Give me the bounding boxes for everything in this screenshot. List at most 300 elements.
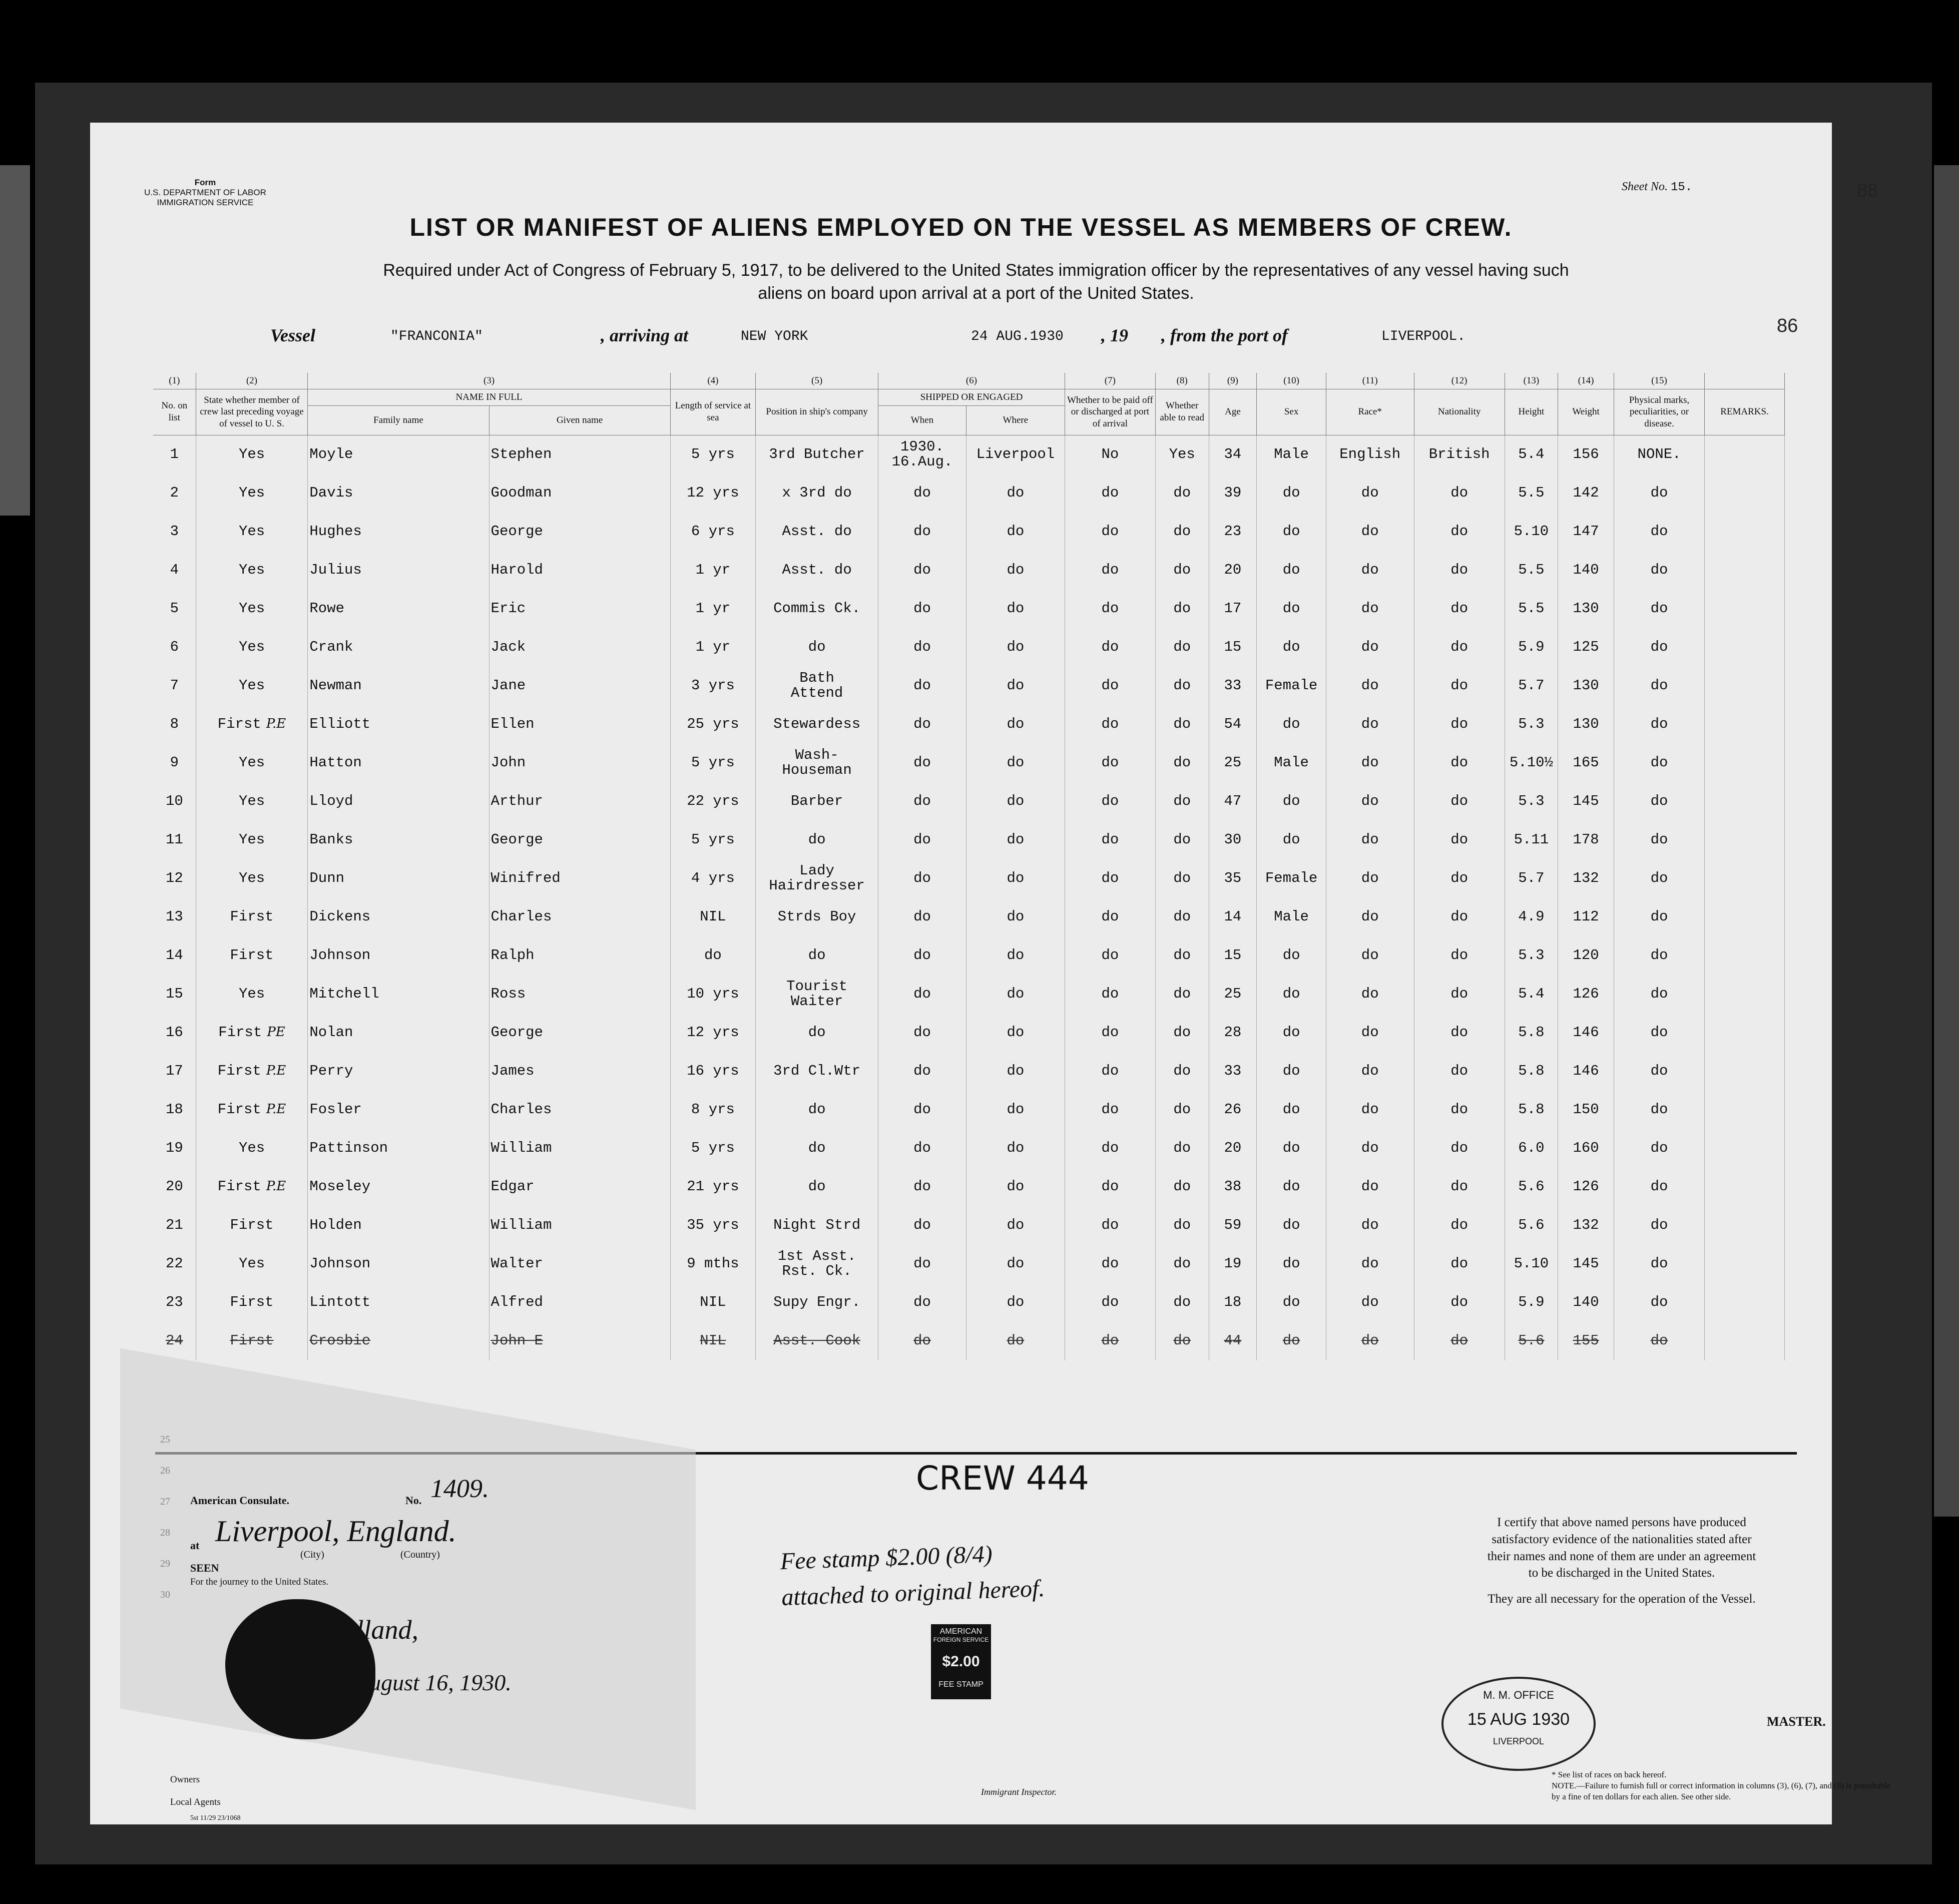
cell-nationality: do <box>1414 590 1505 628</box>
cell-position: Asst. do <box>756 513 878 551</box>
cell-state: Yes <box>196 1129 308 1168</box>
cell-paid: do <box>1065 1052 1155 1091</box>
cell-state: First P.E <box>196 1052 308 1091</box>
cell-read: do <box>1155 513 1209 551</box>
table-row <box>153 898 1785 936</box>
side-number-second: 86 <box>1777 315 1798 336</box>
cell-given: Alfred <box>489 1283 670 1322</box>
colnum-11: (11) <box>1326 373 1414 389</box>
cell-when: do <box>878 513 966 551</box>
cell-family: Crosbie <box>308 1322 489 1360</box>
cell-weight: 140 <box>1558 551 1614 590</box>
cell-read: do <box>1155 859 1209 898</box>
cell-remarks <box>1705 628 1785 667</box>
city-label: (City) <box>300 1549 324 1560</box>
at-label: at <box>190 1539 200 1552</box>
cell-family: Dunn <box>308 859 489 898</box>
cell-position: 3rd Cl.Wtr <box>756 1052 878 1091</box>
margin-mark: P.E <box>266 1101 286 1117</box>
cell-when: do <box>878 551 966 590</box>
cell-state: Yes <box>196 551 308 590</box>
cell-age: 44 <box>1209 1322 1257 1360</box>
table-row <box>153 1245 1785 1283</box>
cell-nationality: British <box>1414 435 1505 474</box>
cell-paid: do <box>1065 1245 1155 1283</box>
cell-weight: 130 <box>1558 667 1614 705</box>
seen-label: SEEN <box>190 1562 219 1574</box>
cell-read: do <box>1155 628 1209 667</box>
cell-remarks <box>1705 821 1785 859</box>
arriving-port: NEW YORK <box>741 329 808 344</box>
colnum-15: (15) <box>1614 373 1705 389</box>
col-remarks: REMARKS. <box>1705 389 1785 435</box>
cell-read: do <box>1155 1283 1209 1322</box>
cell-sex: do <box>1257 513 1326 551</box>
cell-when: do <box>878 744 966 782</box>
cell-remarks <box>1705 1245 1785 1283</box>
department-label: U.S. DEPARTMENT OF LABOR <box>144 188 266 197</box>
cell-weight: 146 <box>1558 1014 1614 1052</box>
cell-state: Yes <box>196 628 308 667</box>
cell-when: do <box>878 782 966 821</box>
cell-race: do <box>1326 1168 1414 1206</box>
cell-when: do <box>878 628 966 667</box>
table-row <box>153 1091 1785 1129</box>
cell-nationality: do <box>1414 782 1505 821</box>
cell-length: 21 yrs <box>670 1168 755 1206</box>
cell-read: Yes <box>1155 435 1209 474</box>
cell-position: 1st Asst. Rst. Ck. <box>756 1245 878 1283</box>
cell-position: Strds Boy <box>756 898 878 936</box>
cell-sex: do <box>1257 1168 1326 1206</box>
cell-when: do <box>878 1014 966 1052</box>
sheet-number <box>1622 180 1692 194</box>
cell-race: do <box>1326 782 1414 821</box>
cell-state: First <box>196 1283 308 1322</box>
cell-when: do <box>878 1168 966 1206</box>
cell-given: Goodman <box>489 474 670 513</box>
cell-paid: do <box>1065 474 1155 513</box>
cell-race: do <box>1326 1206 1414 1245</box>
cell-age: 54 <box>1209 705 1257 744</box>
cell-no: 4 <box>153 551 196 590</box>
cell-where: do <box>966 859 1065 898</box>
cell-when: do <box>878 821 966 859</box>
colnum-12: (12) <box>1414 373 1505 389</box>
cell-family: Elliott <box>308 705 489 744</box>
table-row <box>153 513 1785 551</box>
cell-height: 4.9 <box>1505 898 1558 936</box>
cell-race: do <box>1326 1245 1414 1283</box>
cell-position: Commis Ck. <box>756 590 878 628</box>
cell-length: 4 yrs <box>670 859 755 898</box>
cell-no: 13 <box>153 898 196 936</box>
cell-no: 24 <box>153 1322 196 1360</box>
cell-nationality: do <box>1414 1091 1505 1129</box>
crew-manifest-table <box>153 373 1785 1360</box>
col-race: Race* <box>1326 389 1414 435</box>
cell-length: 1 yr <box>670 628 755 667</box>
cell-given: John E <box>489 1322 670 1360</box>
cell-position: Asst. do <box>756 551 878 590</box>
cell-race: do <box>1326 821 1414 859</box>
margin-mark: P.E <box>266 716 286 731</box>
cell-physical: do <box>1614 551 1705 590</box>
table-row <box>153 859 1785 898</box>
cell-when: do <box>878 1129 966 1168</box>
cell-remarks <box>1705 590 1785 628</box>
cell-read: do <box>1155 474 1209 513</box>
consul-signature: Philip Holland, <box>250 1615 418 1645</box>
cell-given: Charles <box>489 898 670 936</box>
col-age: Age <box>1209 389 1257 435</box>
cell-state: Yes <box>196 513 308 551</box>
table-row <box>153 821 1785 859</box>
margin-mark: PE <box>267 1024 285 1040</box>
cell-length: 22 yrs <box>670 782 755 821</box>
cell-given: Edgar <box>489 1168 670 1206</box>
cell-where: do <box>966 513 1065 551</box>
cell-race: do <box>1326 975 1414 1014</box>
cell-position: x 3rd do <box>756 474 878 513</box>
cell-no: 20 <box>153 1168 196 1206</box>
cell-read: do <box>1155 667 1209 705</box>
cell-position: Wash- Houseman <box>756 744 878 782</box>
cell-length: 10 yrs <box>670 975 755 1014</box>
cell-height: 5.10 <box>1505 1245 1558 1283</box>
side-number-top: 88 <box>1857 180 1878 201</box>
cell-where: do <box>966 975 1065 1014</box>
cell-given: Charles <box>489 1091 670 1129</box>
cell-state: First <box>196 1206 308 1245</box>
cell-given: George <box>489 513 670 551</box>
cell-where: do <box>966 1168 1065 1206</box>
cell-state: Yes <box>196 590 308 628</box>
col-no: No. on list <box>153 389 196 435</box>
col-shipped: SHIPPED OR ENGAGED <box>878 389 1065 405</box>
cell-paid: do <box>1065 975 1155 1014</box>
cell-when: do <box>878 1206 966 1245</box>
cell-paid: No <box>1065 435 1155 474</box>
cell-nationality: do <box>1414 1014 1505 1052</box>
cell-sex: do <box>1257 1245 1326 1283</box>
footnotes <box>1552 1769 1892 1802</box>
cell-position: do <box>756 821 878 859</box>
cell-physical: do <box>1614 1052 1705 1091</box>
from-port-label: , from the port of <box>1161 325 1288 345</box>
col-length: Length of service at sea <box>670 389 755 435</box>
cell-where: do <box>966 667 1065 705</box>
cell-nationality: do <box>1414 1168 1505 1206</box>
cell-state: First P.E <box>196 705 308 744</box>
cell-weight: 140 <box>1558 1283 1614 1322</box>
cell-position: Lady Hairdresser <box>756 859 878 898</box>
cell-race: do <box>1326 1129 1414 1168</box>
cell-physical: do <box>1614 513 1705 551</box>
cell-read: do <box>1155 782 1209 821</box>
fee-note-line-1: Fee stamp $2.00 (8/4) <box>779 1541 993 1575</box>
cell-weight: 142 <box>1558 474 1614 513</box>
cell-remarks <box>1705 782 1785 821</box>
cell-physical: do <box>1614 1091 1705 1129</box>
cell-weight: 126 <box>1558 1168 1614 1206</box>
cell-family: Johnson <box>308 936 489 975</box>
cell-no: 17 <box>153 1052 196 1091</box>
cell-where: do <box>966 1206 1065 1245</box>
cell-weight: 147 <box>1558 513 1614 551</box>
cell-weight: 125 <box>1558 628 1614 667</box>
cell-where: do <box>966 1322 1065 1360</box>
cell-nationality: do <box>1414 859 1505 898</box>
cell-weight: 160 <box>1558 1129 1614 1168</box>
cell-nationality: do <box>1414 1206 1505 1245</box>
cell-no: 10 <box>153 782 196 821</box>
cell-height: 5.3 <box>1505 705 1558 744</box>
cell-given: Winifred <box>489 859 670 898</box>
cell-remarks <box>1705 744 1785 782</box>
cell-nationality: do <box>1414 667 1505 705</box>
cell-no: 5 <box>153 590 196 628</box>
cell-when: do <box>878 474 966 513</box>
cell-position: Supy Engr. <box>756 1283 878 1322</box>
cell-read: do <box>1155 1014 1209 1052</box>
cell-sex: Female <box>1257 667 1326 705</box>
cell-state: First <box>196 936 308 975</box>
cell-physical: do <box>1614 1283 1705 1322</box>
cell-where: do <box>966 1052 1065 1091</box>
cell-physical: do <box>1614 859 1705 898</box>
cell-physical: do <box>1614 667 1705 705</box>
cell-race: do <box>1326 513 1414 551</box>
cell-when: do <box>878 975 966 1014</box>
cell-no: 16 <box>153 1014 196 1052</box>
cell-family: Holden <box>308 1206 489 1245</box>
cell-physical: do <box>1614 628 1705 667</box>
cell-paid: do <box>1065 1129 1155 1168</box>
cell-weight: 112 <box>1558 898 1614 936</box>
cell-physical: do <box>1614 1322 1705 1360</box>
cell-length: 5 yrs <box>670 744 755 782</box>
cell-remarks <box>1705 513 1785 551</box>
cell-family: Hughes <box>308 513 489 551</box>
cell-remarks <box>1705 551 1785 590</box>
colnum-5: (5) <box>756 373 878 389</box>
cell-position: 3rd Butcher <box>756 435 878 474</box>
cell-when: do <box>878 1283 966 1322</box>
cell-state: Yes <box>196 975 308 1014</box>
cell-state: First <box>196 898 308 936</box>
certification-text: I certify that above named persons have produced satisfactory evidence of the nationalities stated after their names and none of them are under an agreement to be discharged in the United States. <box>1487 1516 1756 1580</box>
cell-where: do <box>966 1283 1065 1322</box>
table-row <box>153 628 1785 667</box>
colnum-2: (2) <box>196 373 308 389</box>
fee-note <box>780 1535 1046 1616</box>
necessity-text: They are all necessary for the operation of the Vessel. <box>1488 1592 1756 1606</box>
cell-remarks <box>1705 1206 1785 1245</box>
cell-age: 14 <box>1209 898 1257 936</box>
cell-height: 5.9 <box>1505 628 1558 667</box>
cell-where: do <box>966 705 1065 744</box>
cell-where: do <box>966 782 1065 821</box>
table-row <box>153 975 1785 1014</box>
cell-given: Stephen <box>489 435 670 474</box>
cell-weight: 178 <box>1558 821 1614 859</box>
cell-given: George <box>489 1014 670 1052</box>
cell-nationality: do <box>1414 705 1505 744</box>
footnote-note: NOTE.—Failure to furnish full or correct information in columns (3), (6), (7), and (8) is punishable by a fine of ten dollars for each alien. See other side. <box>1552 1781 1891 1802</box>
cell-height: 5.9 <box>1505 1283 1558 1322</box>
cell-race: do <box>1326 1283 1414 1322</box>
cell-no: 15 <box>153 975 196 1014</box>
footnote-race: * See list of races on back hereof. <box>1552 1770 1667 1779</box>
cell-when: 1930. 16.Aug. <box>878 435 966 474</box>
cell-where: Liverpool <box>966 435 1065 474</box>
cell-length: 5 yrs <box>670 435 755 474</box>
column-header-row <box>153 389 1785 405</box>
cell-position: Barber <box>756 782 878 821</box>
cell-sex: do <box>1257 628 1326 667</box>
cell-given: Jack <box>489 628 670 667</box>
cell-remarks <box>1705 435 1785 474</box>
col-physical: Physical marks, peculiarities, or disease. <box>1614 389 1705 435</box>
cell-sex: Male <box>1257 744 1326 782</box>
table-row <box>153 667 1785 705</box>
mm-office-line-1: M. M. OFFICE <box>1483 1689 1554 1701</box>
cell-age: 20 <box>1209 551 1257 590</box>
cell-race: do <box>1326 898 1414 936</box>
cell-sex: do <box>1257 705 1326 744</box>
cell-nationality: do <box>1414 1245 1505 1283</box>
cell-where: do <box>966 551 1065 590</box>
cell-height: 6.0 <box>1505 1129 1558 1168</box>
cell-weight: 126 <box>1558 975 1614 1014</box>
cell-weight: 165 <box>1558 744 1614 782</box>
cell-height: 5.8 <box>1505 1014 1558 1052</box>
cell-nationality: do <box>1414 936 1505 975</box>
table-row <box>153 744 1785 782</box>
cell-height: 5.11 <box>1505 821 1558 859</box>
cell-no: 21 <box>153 1206 196 1245</box>
cell-where: do <box>966 1014 1065 1052</box>
cell-paid: do <box>1065 898 1155 936</box>
journey-label: For the journey to the United States. <box>190 1577 328 1587</box>
cell-given: Harold <box>489 551 670 590</box>
cell-no: 19 <box>153 1129 196 1168</box>
form-word: Form <box>194 178 216 187</box>
cell-given: William <box>489 1129 670 1168</box>
margin-mark: P.E <box>266 1063 286 1078</box>
cell-sex: do <box>1257 1206 1326 1245</box>
cell-family: Moseley <box>308 1168 489 1206</box>
consulate-no-value: 1409. <box>430 1475 489 1503</box>
vessel-label: Vessel <box>270 325 315 345</box>
service-label: IMMIGRATION SERVICE <box>157 198 254 207</box>
cell-no: 11 <box>153 821 196 859</box>
certification-block <box>1482 1514 1762 1608</box>
colnum-13: (13) <box>1505 373 1558 389</box>
cell-position: Tourist Waiter <box>756 975 878 1014</box>
colnum-6: (6) <box>878 373 1065 389</box>
cell-age: 47 <box>1209 782 1257 821</box>
cell-read: do <box>1155 1129 1209 1168</box>
cell-age: 35 <box>1209 859 1257 898</box>
cell-position: do <box>756 1091 878 1129</box>
col-paid-off: Whether to be paid off or discharged at port of arrival <box>1065 389 1155 435</box>
cell-height: 5.5 <box>1505 474 1558 513</box>
cell-family: Lloyd <box>308 782 489 821</box>
table-row <box>153 474 1785 513</box>
cell-length: 6 yrs <box>670 513 755 551</box>
cell-no: 6 <box>153 628 196 667</box>
cell-race: do <box>1326 1014 1414 1052</box>
cell-nationality: do <box>1414 1052 1505 1091</box>
cell-race: do <box>1326 551 1414 590</box>
cell-family: Lintott <box>308 1283 489 1322</box>
cell-family: Dickens <box>308 898 489 936</box>
table-row <box>153 1052 1785 1091</box>
column-number-row <box>153 373 1785 389</box>
table-row <box>153 1129 1785 1168</box>
cell-paid: do <box>1065 667 1155 705</box>
consulate-block <box>190 1475 691 1774</box>
cell-race: do <box>1326 1322 1414 1360</box>
cell-age: 28 <box>1209 1014 1257 1052</box>
cell-remarks <box>1705 1014 1785 1052</box>
subtitle-line-1: Required under Act of Congress of February 5, 1917, to be delivered to the United States immigration officer by the representatives of any vessel having such <box>383 261 1569 280</box>
cell-age: 23 <box>1209 513 1257 551</box>
cell-no: 8 <box>153 705 196 744</box>
cell-age: 38 <box>1209 1168 1257 1206</box>
cell-nationality: do <box>1414 551 1505 590</box>
fee-stamp-line-1: AMERICAN <box>939 1627 983 1636</box>
cell-read: do <box>1155 975 1209 1014</box>
cell-paid: do <box>1065 705 1155 744</box>
cell-length: 1 yr <box>670 551 755 590</box>
cell-physical: do <box>1614 474 1705 513</box>
cell-given: Jane <box>489 667 670 705</box>
cell-sex: do <box>1257 975 1326 1014</box>
cell-sex: do <box>1257 1322 1326 1360</box>
mm-office-line-2: LIVERPOOL <box>1493 1736 1545 1746</box>
cell-position: do <box>756 628 878 667</box>
cell-paid: do <box>1065 1283 1155 1322</box>
cell-height: 5.3 <box>1505 782 1558 821</box>
cell-length: 16 yrs <box>670 1052 755 1091</box>
cell-physical: do <box>1614 975 1705 1014</box>
cell-length: NIL <box>670 898 755 936</box>
cell-position: Stewardess <box>756 705 878 744</box>
cell-read: do <box>1155 551 1209 590</box>
cell-length: 25 yrs <box>670 705 755 744</box>
cell-age: 20 <box>1209 1129 1257 1168</box>
table-row <box>153 1322 1785 1360</box>
year-label: , 19 <box>1101 325 1128 345</box>
sheet-value: 15. <box>1670 181 1693 194</box>
cell-where: do <box>966 744 1065 782</box>
cell-position: do <box>756 1014 878 1052</box>
cell-nationality: do <box>1414 821 1505 859</box>
cell-height: 5.4 <box>1505 435 1558 474</box>
cell-remarks <box>1705 1283 1785 1322</box>
cell-when: do <box>878 859 966 898</box>
cell-nationality: do <box>1414 744 1505 782</box>
cell-age: 39 <box>1209 474 1257 513</box>
cell-race: do <box>1326 474 1414 513</box>
cell-sex: do <box>1257 1014 1326 1052</box>
cell-position: Night Strd <box>756 1206 878 1245</box>
cell-age: 18 <box>1209 1283 1257 1322</box>
cell-remarks <box>1705 975 1785 1014</box>
